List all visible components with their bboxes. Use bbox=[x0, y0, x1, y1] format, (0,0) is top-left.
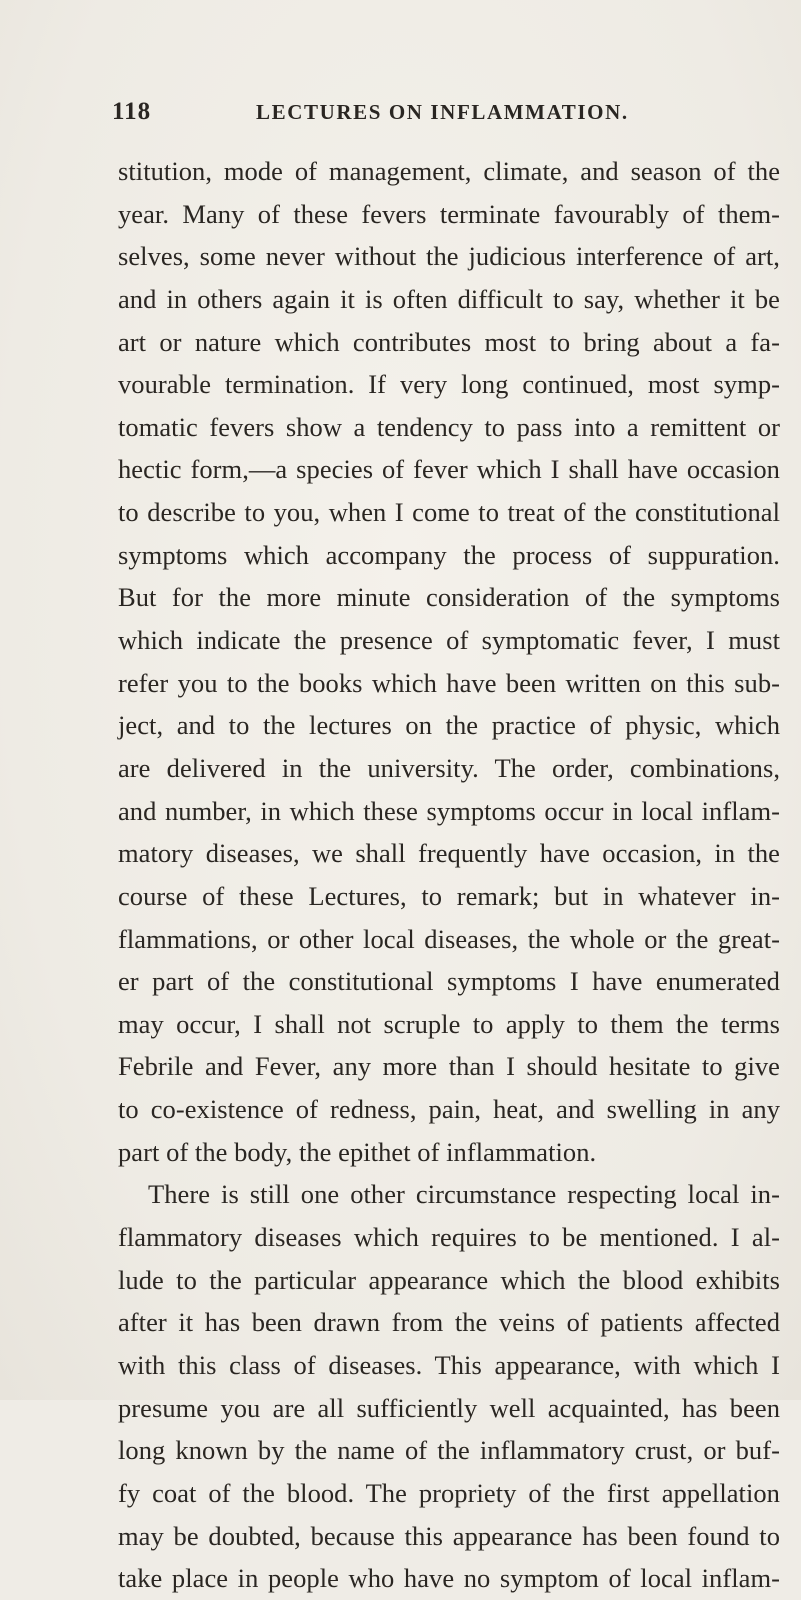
text-line: But for the more minute consideration of the symptoms bbox=[118, 582, 780, 613]
text-line: take place in people who have no symptom of local inflam- bbox=[118, 1563, 780, 1594]
text-line: and number, in which these symptoms occur in local inflam- bbox=[118, 795, 780, 826]
page-header bbox=[112, 98, 732, 128]
text-line: year. Many of these fevers terminate favourably of them- bbox=[118, 198, 780, 229]
paragraph-first-line: There is still one other circumstance respecting local in- bbox=[148, 1179, 780, 1210]
text-line: symptoms which accompany the process of suppuration. bbox=[118, 539, 780, 570]
text-line: ject, and to the lectures on the practice of physic, which bbox=[118, 710, 780, 741]
text-line: to co-existence of redness, pain, heat, and swelling in any bbox=[118, 1094, 780, 1125]
text-line: matory diseases, we shall frequently have occasion, in the bbox=[118, 838, 780, 869]
text-line: to describe to you, when I come to treat of the constitutional bbox=[118, 497, 780, 528]
text-line: tomatic fevers show a tendency to pass into a remittent or bbox=[118, 411, 780, 442]
text-line: stitution, mode of management, climate, and season of the bbox=[118, 156, 780, 186]
text-line: long known by the name of the inflammatory crust, or buf- bbox=[118, 1435, 780, 1466]
text-line: hectic form,—a species of fever which I shall have occasion bbox=[118, 454, 780, 485]
text-line: are delivered in the university. The order, combinations, bbox=[118, 752, 780, 783]
text-line: which indicate the presence of symptomatic fever, I must bbox=[118, 625, 780, 656]
paragraph-last-line: part of the body, the epithet of inflammation. bbox=[118, 1136, 597, 1167]
page-number: 118 bbox=[112, 98, 152, 125]
text-line: er part of the constitutional symptoms I have enumerated bbox=[118, 966, 780, 997]
text-line: may occur, I shall not scruple to apply to them the terms bbox=[118, 1008, 780, 1039]
text-line: flammatory diseases which requires to be mentioned. I al- bbox=[118, 1222, 780, 1253]
text-line: selves, some never without the judicious interference of art, bbox=[118, 241, 780, 272]
text-line: fy coat of the blood. The propriety of the first appellation bbox=[118, 1477, 780, 1508]
running-title: LECTURES ON INFLAMMATION. bbox=[256, 100, 629, 124]
text-line: with this class of diseases. This appearance, with which I bbox=[118, 1349, 780, 1380]
body-text bbox=[118, 150, 780, 1600]
text-line: may be doubted, because this appearance has been found to bbox=[118, 1520, 780, 1551]
text-line: art or nature which contributes most to bring about a fa- bbox=[118, 326, 780, 357]
text-line: and in others again it is often difficult to say, whether it be bbox=[118, 283, 780, 314]
text-line: presume you are all sufficiently well acquainted, has been bbox=[118, 1392, 780, 1423]
text-line: Febrile and Fever, any more than I should hesitate to give bbox=[118, 1051, 780, 1082]
text-line: lude to the particular appearance which the blood exhibits bbox=[118, 1264, 780, 1295]
text-line: vourable termination. If very long continued, most symp- bbox=[118, 369, 780, 400]
text-line: after it has been drawn from the veins of patients affected bbox=[118, 1307, 780, 1338]
text-line: flammations, or other local diseases, the whole or the great- bbox=[118, 923, 780, 954]
text-line: refer you to the books which have been written on this sub- bbox=[118, 667, 780, 698]
text-line: course of these Lectures, to remark; but in whatever in- bbox=[118, 880, 780, 911]
